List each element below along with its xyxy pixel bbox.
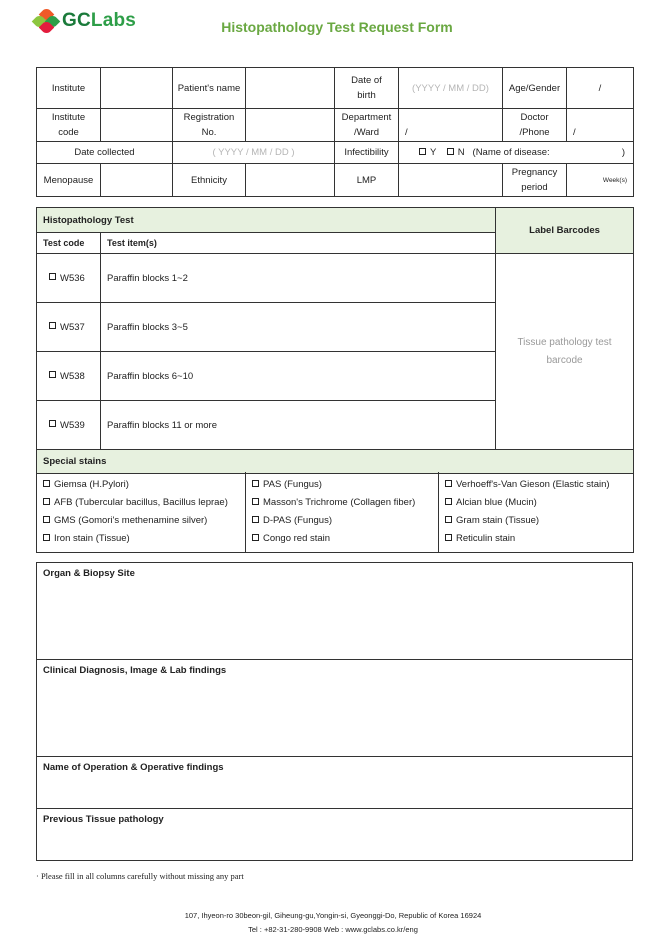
test-checkbox[interactable] xyxy=(49,371,56,378)
infectibility-label: Infectibility xyxy=(335,142,399,164)
test-code-header: Test code xyxy=(37,233,101,254)
test-item-header: Test item(s) xyxy=(101,233,496,254)
doctor-field[interactable]: / xyxy=(567,109,634,142)
patient-info-table xyxy=(36,67,634,197)
stain-checkbox[interactable] xyxy=(252,516,259,523)
test-item: Paraffin blocks 6~10 xyxy=(101,352,496,401)
stain-option[interactable]: AFB (Tubercular bacillus, Bacillus leprae) xyxy=(43,494,245,512)
test-checkbox[interactable] xyxy=(49,273,56,280)
patient-name-label: Patient's name xyxy=(173,68,246,109)
lmp-field[interactable] xyxy=(399,164,503,197)
stain-option[interactable]: D-PAS (Fungus) xyxy=(252,512,438,530)
menopause-field[interactable] xyxy=(101,164,173,197)
stain-checkbox[interactable] xyxy=(43,516,50,523)
stain-option[interactable]: Gram stain (Tissue) xyxy=(445,512,633,530)
logo-wordmark: GCLabs xyxy=(62,10,137,31)
institute-code-field[interactable] xyxy=(101,109,173,142)
stains-column-3 xyxy=(439,472,634,552)
test-code-w539[interactable]: W539 xyxy=(37,401,101,450)
histopathology-test-table xyxy=(36,207,634,474)
stain-option[interactable]: Verhoeff's-Van Gieson (Elastic stain) xyxy=(445,476,633,494)
ethnicity-field[interactable] xyxy=(246,164,335,197)
department-field[interactable]: / xyxy=(399,109,503,142)
date-collected-label: Date collected xyxy=(37,142,173,164)
barcode-area[interactable]: Tissue pathology test barcode xyxy=(496,254,634,450)
test-checkbox[interactable] xyxy=(49,322,56,329)
clinical-diagnosis-field[interactable]: Clinical Diagnosis, Image & Lab findings xyxy=(37,660,633,757)
stain-checkbox[interactable] xyxy=(252,498,259,505)
pregnancy-field[interactable]: Week(s) xyxy=(567,164,634,197)
test-code-w538[interactable]: W538 xyxy=(37,352,101,401)
stain-checkbox[interactable] xyxy=(445,480,452,487)
dob-label: Date of birth xyxy=(335,68,399,109)
stain-checkbox[interactable] xyxy=(43,480,50,487)
test-code-w536[interactable]: W536 xyxy=(37,254,101,303)
clinical-notes-table xyxy=(36,562,633,861)
infect-yes-checkbox[interactable] xyxy=(419,148,426,155)
stain-checkbox[interactable] xyxy=(252,534,259,541)
previous-pathology-field[interactable]: Previous Tissue pathology xyxy=(37,809,633,861)
disease-close: ) xyxy=(621,147,625,158)
test-item: Paraffin blocks 3~5 xyxy=(101,303,496,352)
menopause-label: Menopause xyxy=(37,164,101,197)
registration-field[interactable] xyxy=(246,109,335,142)
stain-checkbox[interactable] xyxy=(43,498,50,505)
special-stains-title: Special stains xyxy=(37,450,634,474)
institute-field[interactable] xyxy=(101,68,173,109)
stain-option[interactable]: Reticulin stain xyxy=(445,530,633,548)
stain-option[interactable]: Iron stain (Tissue) xyxy=(43,530,245,548)
test-item: Paraffin blocks 11 or more xyxy=(101,401,496,450)
department-label: Department /Ward xyxy=(335,109,399,142)
infectibility-field[interactable]: Y N (Name of disease: ) xyxy=(399,142,634,164)
stain-option[interactable]: Giemsa (H.Pylori) xyxy=(43,476,245,494)
form-title: Histopathology Test Request Form xyxy=(221,19,453,35)
stain-option[interactable]: PAS (Fungus) xyxy=(252,476,438,494)
test-code-w537[interactable]: W537 xyxy=(37,303,101,352)
stain-option[interactable]: Masson's Trichrome (Collagen fiber) xyxy=(252,494,438,512)
stain-option[interactable]: Alcian blue (Mucin) xyxy=(445,494,633,512)
test-item: Paraffin blocks 1~2 xyxy=(101,254,496,303)
stains-column-1 xyxy=(37,472,246,552)
date-collected-field[interactable]: ( YYYY / MM / DD ) xyxy=(173,142,335,164)
stain-checkbox[interactable] xyxy=(252,480,259,487)
ethnicity-label: Ethnicity xyxy=(173,164,246,197)
institute-label: Institute xyxy=(37,68,101,109)
company-contact: Tel : +82-31-280-9908 Web : www.gclabs.co.kr/eng xyxy=(248,925,418,934)
institute-code-label: Institute code xyxy=(37,109,101,142)
label-barcodes-title: Label Barcodes xyxy=(496,208,634,254)
doctor-label: Doctor /Phone xyxy=(503,109,567,142)
instruction-note: · Please fill in all columns carefully without missing any part xyxy=(36,871,244,881)
stain-checkbox[interactable] xyxy=(445,516,452,523)
pregnancy-label: Pregnancy period xyxy=(503,164,567,197)
operation-findings-field[interactable]: Name of Operation & Operative findings xyxy=(37,757,633,809)
stain-option[interactable]: Congo red stain xyxy=(252,530,438,548)
stain-option[interactable]: GMS (Gomori's methenamine silver) xyxy=(43,512,245,530)
stain-checkbox[interactable] xyxy=(43,534,50,541)
dob-field[interactable]: (YYYY / MM / DD) xyxy=(399,68,503,109)
special-stains-table xyxy=(36,472,634,553)
histopathology-section-title: Histopathology Test xyxy=(37,208,496,233)
lmp-label: LMP xyxy=(335,164,399,197)
test-checkbox[interactable] xyxy=(49,420,56,427)
age-gender-label: Age/Gender xyxy=(503,68,567,109)
stains-column-2 xyxy=(246,472,439,552)
patient-name-field[interactable] xyxy=(246,68,335,109)
age-gender-field[interactable]: / xyxy=(567,68,634,109)
stain-checkbox[interactable] xyxy=(445,534,452,541)
stain-checkbox[interactable] xyxy=(445,498,452,505)
disease-label: (Name of disease: xyxy=(472,147,550,158)
organ-biopsy-site-field[interactable]: Organ & Biopsy Site xyxy=(37,563,633,660)
registration-label: Registration No. xyxy=(173,109,246,142)
company-address: 107, Ihyeon-ro 30beon-gil, Giheung-gu,Yongin-si, Gyeonggi-Do, Republic of Korea 16924 xyxy=(184,911,482,920)
infect-no-checkbox[interactable] xyxy=(447,148,454,155)
